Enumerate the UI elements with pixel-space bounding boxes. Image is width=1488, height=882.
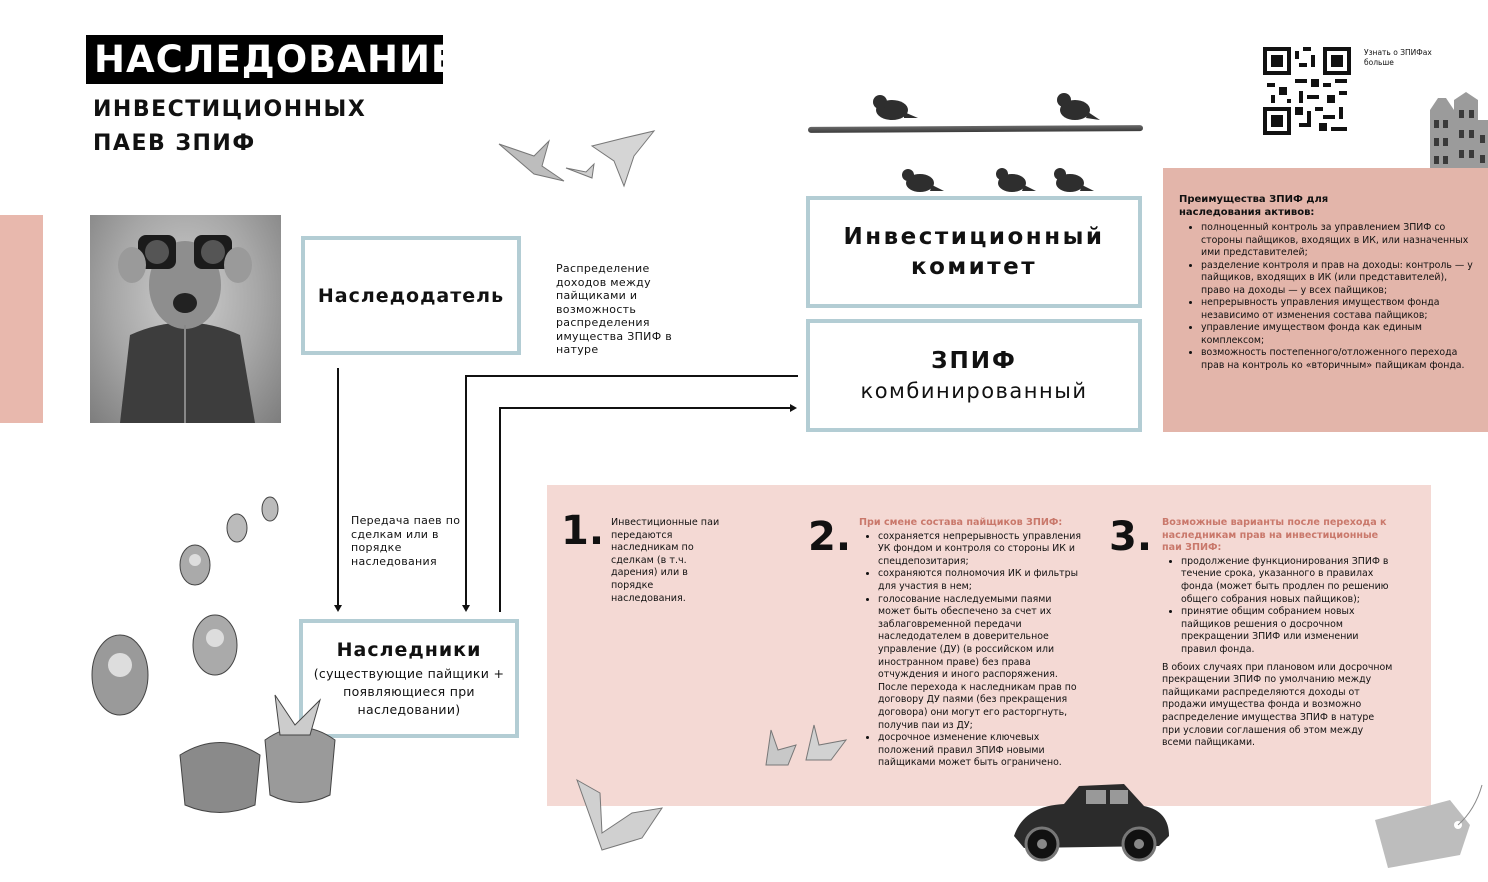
subtitle-line-2: ПАЕВ ЗПИФ [93,131,256,156]
qr-caption: Узнать о ЗПИФах больше [1364,48,1432,67]
step-2-item: • сохраняются полномочия ИК и фильтры для участия в нем; [878,568,1084,593]
fund-label: ЗПИФ [931,347,1017,374]
arrow-fund-to-heirs-vertical [465,375,467,608]
arrow-head-right-icon [790,404,797,412]
step-3-block [1162,517,1394,750]
share-transfer-label: Передача паев по сделкам или в порядке наследования [351,514,461,568]
origami-cranes-illustration [756,720,856,770]
page-title: НАСЛЕДОВАНИЕ [86,35,443,84]
origami-swan-illustration [572,778,667,853]
birds-on-wire-illustration [860,90,1120,130]
qr-code[interactable] [1263,47,1351,135]
fund-type-label: комбинированный [860,378,1088,403]
vintage-car-illustration [1004,776,1174,866]
fund-box [806,319,1142,432]
step-2-item: • голосование наследуемыми паями может быть обеспечено за счет их заблаговременной передачи наследодателем в доверительное управление (ДУ) (в российском или иностранном праве) без права отчуждения и иного распоряжения. После перехода к наследникам прав по договору ДУ паями (без прекращения договора) они могут его расторгнуть, получив паи из ДУ; [878,594,1084,733]
testator-label: Наследодатель [317,284,505,307]
step-number-2: 2. [808,514,852,560]
heirs-note: (существующие пайщики + появляющиеся при наследовании) [313,665,505,717]
matryoshka-dolls-illustration [80,495,350,825]
step-3-item: • продолжение функционирования ЗПИФ в течение срока, указанного в правилах фонда (может быть продлен по решению общего собрания новых пайщиков); [1181,556,1394,606]
step-2-item: • сохраняется непрерывность управления УК фондом и контроля со стороны ИК и спецдепозитария; [878,531,1084,569]
origami-birds-illustration [494,126,659,194]
subtitle-line-1: ИНВЕСТИЦИОННЫХ [93,97,367,122]
income-distribution-label: Распределение доходов между пайщиками и возможность распределения имущества ЗПИФ в натуре [556,262,673,356]
birds-on-box-illustration [890,163,1100,199]
investment-committee-box [806,196,1142,308]
page-subtitle [93,93,413,161]
arrow-heirs-to-fund-vertical [499,407,501,612]
step-1-text: Инвестиционные паи передаются наследникам по сделкам (в т.ч. дарения) или в порядке наследования. [611,517,720,604]
heirs-label: Наследники [336,638,482,661]
step-3-list [1162,556,1394,657]
step-3-heading: Возможные варианты после перехода к наследникам прав на инвестиционные паи ЗПИФ: [1162,517,1387,554]
binoculars-man-photo [90,215,281,423]
advantage-item: • возможность постепенного/отложенного перехода прав на контроль ко «вторичным» пайщикам фонда. [1201,347,1474,372]
arrow-heirs-to-fund-horizontal [499,407,791,409]
advantages-panel [1163,168,1488,432]
arrow-head-down-icon [462,605,470,612]
advantage-item: • разделение контроля и прав на доходы: контроль — у пайщиков, входящих в ИК (или представителей), право на доходы — у всех пайщиков; [1201,260,1474,298]
advantage-item: • непрерывность управления имуществом фонда независимо от изменения состава пайщиков; [1201,297,1474,322]
step-2-block [859,517,1084,770]
step-number-3: 3. [1109,514,1153,560]
price-tag-illustration [1370,780,1488,870]
arrow-fund-to-heirs-horizontal [465,375,798,377]
advantage-item: • управление имуществом фонда как единым комплексом; [1201,322,1474,347]
advantages-list [1179,222,1474,372]
step-3-outro: В обоих случаях при плановом или досрочном прекращении ЗПИФ по умолчанию между пайщиками распределяются доходы от продажи имущества фонда и возможно распределение имущества ЗПИФ в натуре при условии соглашения об этом между всеми пайщиками. [1162,661,1393,749]
step-3-item: • принятие общим собранием новых пайщиков решения о досрочном прекращении ЗПИФ или изменении правил фонда. [1181,606,1394,656]
advantages-heading: Преимущества ЗПИФ для наследования активов: [1179,194,1329,218]
step-2-heading: При смене состава пайщиков ЗПИФ: [859,517,1063,528]
side-accent-strip [0,215,43,423]
step-2-item: • досрочное изменение ключевых положений правил ЗПИФ новыми пайщиками может быть ограничено. [878,732,1084,770]
committee-label-line-1: Инвестиционный [843,224,1105,250]
step-number-1: 1. [561,508,605,554]
committee-label-line-2: комитет [910,254,1038,280]
step-2-list [859,531,1084,770]
advantage-item: • полноценный контроль за управлением ЗПИФ со стороны пайщиков, входящих в ИК, или назначенных ими представителей; [1201,222,1474,260]
testator-box [301,236,521,355]
